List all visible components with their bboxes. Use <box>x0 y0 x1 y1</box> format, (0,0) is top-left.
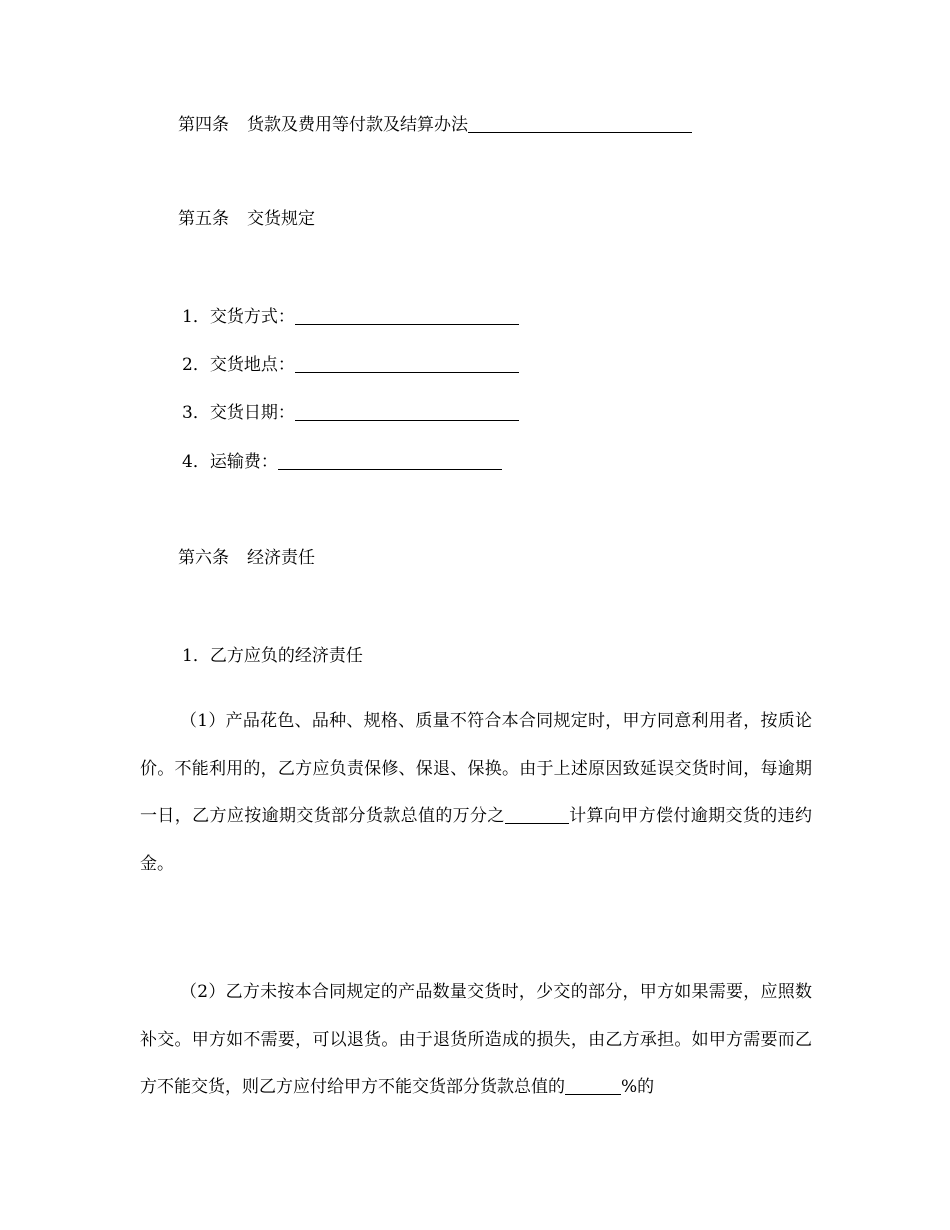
article-5-heading <box>178 208 315 230</box>
article-4-text: 货款及费用等付款及结算办法 <box>247 115 468 135</box>
item-number: 3． <box>182 403 210 423</box>
transport-fee-item <box>182 451 502 473</box>
item-number: 2． <box>182 355 210 375</box>
article-6-number: 第六条 <box>178 548 229 568</box>
delivery-place-label: 交货地点： <box>209 355 295 375</box>
shortfall-percent-blank[interactable] <box>565 1076 621 1095</box>
clause-1-number: （1） <box>180 711 226 731</box>
penalty-rate-blank[interactable] <box>505 805 569 824</box>
clause-2-text-part1: 乙方未按本合同规定的产品数量交货时，少交的部分，甲方如果需要，应照数补交。甲方如不需要，可以退货。由于退货所造成的损失，由乙方承担。如甲方需要而乙方不能交货，则乙方应付给甲方不能交货部分货款总值的 <box>140 982 812 1097</box>
clause-2-paragraph <box>140 969 812 1112</box>
clause-2-text-part2: %的 <box>621 1077 655 1097</box>
delivery-date-label: 交货日期： <box>209 403 295 423</box>
article-6-heading <box>178 547 315 569</box>
delivery-method-blank[interactable] <box>295 306 519 325</box>
item-number: 1． <box>182 307 210 327</box>
item-number: 4． <box>182 452 210 472</box>
article-4-number: 第四条 <box>178 115 229 135</box>
delivery-place-item <box>182 354 519 376</box>
party-b-liability-subheading <box>182 645 363 667</box>
delivery-date-blank[interactable] <box>295 402 519 421</box>
delivery-date-item <box>182 402 519 424</box>
article-6-text: 经济责任 <box>247 548 315 568</box>
article-5-text: 交货规定 <box>247 209 315 229</box>
article-4-heading <box>178 114 692 136</box>
clause-1-paragraph <box>140 698 812 888</box>
party-b-liability-label: 乙方应负的经济责任 <box>209 646 363 666</box>
item-number: 1． <box>182 646 210 666</box>
delivery-method-item <box>182 306 519 328</box>
article-5-number: 第五条 <box>178 209 229 229</box>
delivery-place-blank[interactable] <box>295 354 519 373</box>
transport-fee-label: 运输费： <box>209 452 278 472</box>
delivery-method-label: 交货方式： <box>209 307 295 327</box>
clause-2-number: （2） <box>180 982 226 1002</box>
clause-1-text-part2: 计算向甲方偿付逾期交货的违约金。 <box>140 806 813 874</box>
clause-1-text-part1: 产品花色、品种、规格、质量不符合本合同规定时，甲方同意利用者，按质论价。不能利用的，乙方应负责保修、保退、保换。由于上述原因致延误交货时间，每逾期一日，乙方应按逾期交货部分货款总值的万分之 <box>140 711 812 826</box>
payment-settlement-blank[interactable] <box>468 114 692 133</box>
transport-fee-blank[interactable] <box>278 451 502 470</box>
